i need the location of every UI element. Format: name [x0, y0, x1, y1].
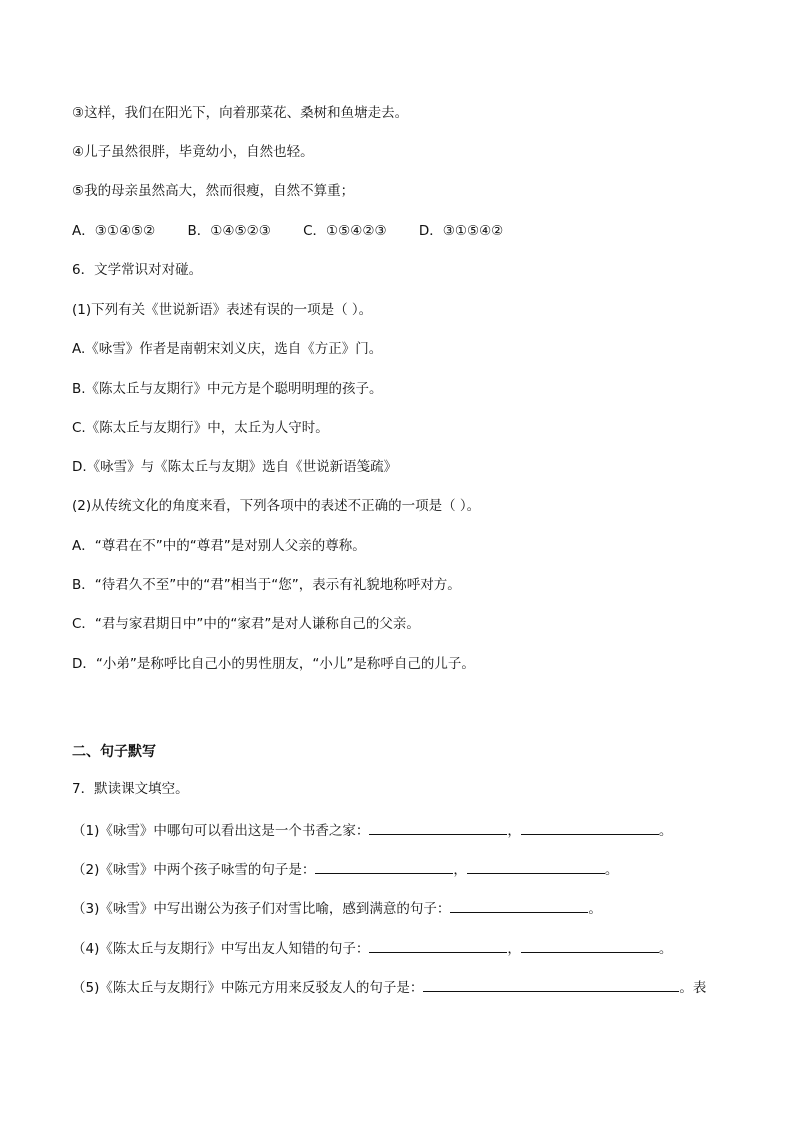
- q7-item-5-text: （5)《陈太丘与友期行》中陈元方用来反驳友人的句子是：: [72, 980, 424, 996]
- q7-title: 7．默读课文填空。: [72, 781, 189, 797]
- separator: ，: [507, 941, 521, 957]
- option-line-4: ④儿子虽然很胖，毕竟幼小，自然也轻。: [72, 144, 314, 160]
- q7-item-1-text: （1)《咏雪》中哪句可以看出这是一个书香之家：: [72, 823, 370, 839]
- answer-blank[interactable]: [467, 859, 605, 874]
- q6-sub1-option-c[interactable]: C.《陈太丘与友期行》中，太丘为人守时。: [72, 420, 329, 436]
- q7-item-2-text: （2)《咏雪》中两个孩子咏雪的句子是：: [72, 862, 316, 878]
- q7-item-1: [72, 820, 672, 840]
- option-line-3: ③这样，我们在阳光下，向着那菜花、桑树和鱼塘走去。: [72, 105, 409, 121]
- q6-sub2-option-b[interactable]: B．“待君久不至”中的“君”相当于“您”，表示有礼貌地称呼对方。: [72, 577, 461, 593]
- end-mark: 。表: [679, 980, 707, 996]
- q7-item-5: [72, 977, 706, 997]
- q6-sub2-question: (2)从传统文化的角度来看，下列各项中的表述不正确的一项是（ ）。: [72, 498, 481, 514]
- q5-answer-options: [72, 222, 503, 240]
- q7-item-4-text: （4)《陈太丘与友期行》中写出友人知错的句子：: [72, 941, 370, 957]
- q6-sub1-option-d[interactable]: D.《咏雪》与《陈太丘与友期》选自《世说新语笺疏》: [72, 459, 398, 475]
- end-mark: 。: [658, 823, 673, 839]
- q6-title: 6．文学常识对对碰。: [72, 262, 203, 278]
- answer-blank[interactable]: [315, 859, 453, 874]
- q6-sub2-option-c[interactable]: C．“君与家君期日中”中的“家君”是对人谦称自己的父亲。: [72, 616, 420, 632]
- q6-sub1-question: (1)下列有关《世说新语》表述有误的一项是（ ）。: [72, 302, 373, 318]
- q6-sub2-option-d[interactable]: D．“小弟”是称呼比自己小的男性朋友，“小儿”是称呼自己的儿子。: [72, 656, 475, 672]
- q5-option-a[interactable]: A．③①④⑤②: [72, 223, 156, 239]
- section-heading: 二、句子默写: [72, 744, 156, 760]
- q6-sub1-option-a[interactable]: A.《咏雪》作者是南朝宋刘义庆，选自《方正》门。: [72, 341, 383, 357]
- end-mark: 。: [658, 941, 673, 957]
- option-line-5: ⑤我的母亲虽然高大，然而很瘦，自然不算重；: [72, 183, 355, 199]
- separator: ，: [453, 862, 467, 878]
- q5-option-c[interactable]: C．①⑤④②③: [303, 223, 387, 239]
- q7-item-2: [72, 859, 618, 879]
- answer-blank[interactable]: [369, 938, 507, 953]
- q5-option-d[interactable]: D．③①⑤④②: [418, 223, 504, 239]
- q7-item-4: [72, 938, 672, 958]
- answer-blank[interactable]: [521, 820, 659, 835]
- end-mark: 。: [588, 901, 602, 917]
- q5-option-b[interactable]: B．①④⑤②③: [187, 223, 271, 239]
- q6-sub2-option-a[interactable]: A．“尊君在不”中的“尊君”是对别人父亲的尊称。: [72, 538, 366, 554]
- answer-blank[interactable]: [450, 898, 588, 913]
- separator: ，: [507, 823, 521, 839]
- q7-item-3-text: （3)《咏雪》中写出谢公为孩子们对雪比喻，感到满意的句子：: [72, 901, 451, 917]
- answer-blank[interactable]: [369, 820, 507, 835]
- answer-blank[interactable]: [423, 977, 679, 992]
- q7-item-3: [72, 898, 602, 918]
- answer-blank[interactable]: [521, 938, 659, 953]
- end-mark: 。: [604, 862, 619, 878]
- q6-sub1-option-b[interactable]: B.《陈太丘与友期行》中元方是个聪明明理的孩子。: [72, 381, 383, 397]
